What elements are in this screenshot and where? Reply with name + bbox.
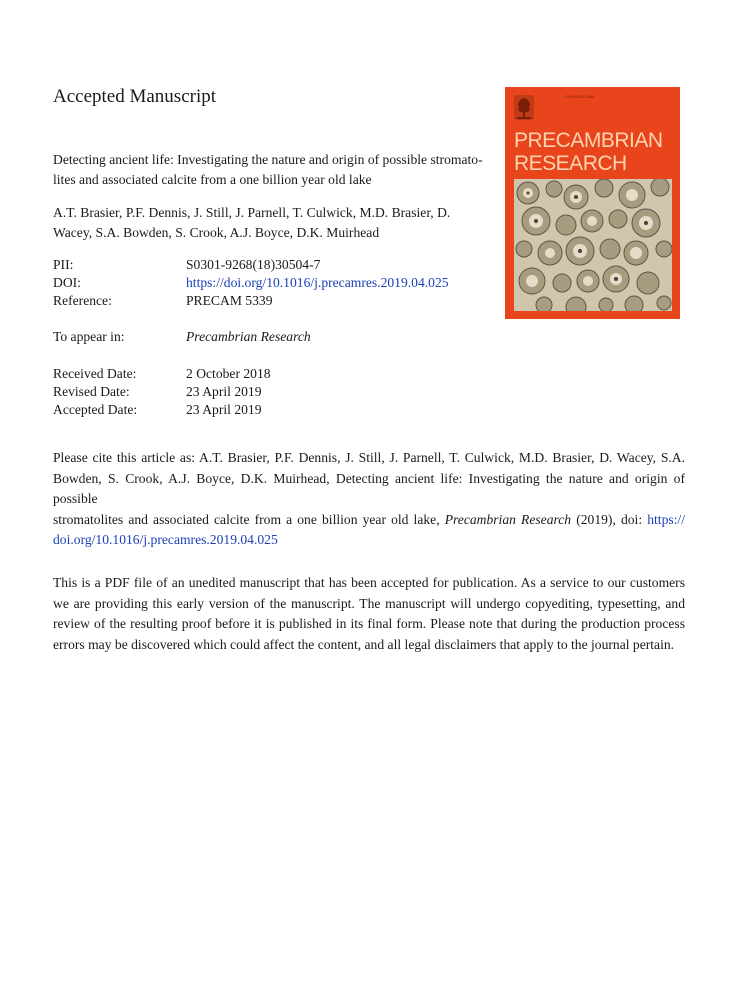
reference-label: Reference: <box>53 293 112 308</box>
cover-title-line: RESEARCH <box>514 152 627 175</box>
citation-line: Bowden, S. Crook, A.J. Boyce, D.K. Muirhead, Detecting ancient life: Investigating the nature and origin of possible <box>53 470 685 506</box>
title-line: lites and associated calcite from a one billion year old lake <box>53 172 372 187</box>
revised-date: 23 April 2019 <box>186 384 262 399</box>
elsevier-tree-icon <box>514 95 534 120</box>
citation-line: Please cite this article as: A.T. Brasier, P.F. Dennis, J. Still, J. Parnell, T. Culwick, M.D. Brasier, D. Wacey, S.A. <box>53 450 685 465</box>
author-line: Wacey, S.A. Bowden, S. Crook, A.J. Boyce, D.K. Muirhead <box>53 225 380 240</box>
article-title <box>53 150 493 190</box>
citation-text: stromatolites and associated calcite from a one billion year old lake, <box>53 511 445 527</box>
journal-cover <box>505 87 680 319</box>
citation-doi-link[interactable]: https:// <box>647 511 685 527</box>
disclaimer-paragraph: This is a PDF file of an unedited manuscript that has been accepted for publication. As a service to our customers we are providing this early version of the manuscript. The manuscript will undergo copyediting, typesetting, and review of the resulting proof before it is published in its final form. Please note that during the production process errors may be discovered which could affect the content, and all legal disclaimers that apply to the journal pertain. <box>53 575 685 652</box>
page-heading: Accepted Manuscript <box>53 86 217 107</box>
cover-title-line: PRECAMBRIAN <box>514 129 663 152</box>
citation-line <box>53 530 685 551</box>
reference-value: PRECAM 5339 <box>186 293 273 308</box>
accepted-date: 23 April 2019 <box>186 402 262 417</box>
accepted-label: Accepted Date: <box>53 402 138 417</box>
pii-value: S0301-9268(18)30504-7 <box>186 257 321 272</box>
cover-issn: ISSN 0301-9268 <box>565 94 595 99</box>
pii-label: PII: <box>53 257 74 272</box>
doi-label: DOI: <box>53 275 81 290</box>
appear-label: To appear in: <box>53 329 125 344</box>
cover-title <box>514 129 679 175</box>
citation-text: (2019), doi: <box>571 511 648 527</box>
author-line: A.T. Brasier, P.F. Dennis, J. Still, J. Parnell, T. Culwick, M.D. Brasier, D. <box>53 205 451 220</box>
title-line: Detecting ancient life: Investigating the nature and origin of possible stromato- <box>53 152 483 167</box>
revised-label: Revised Date: <box>53 384 130 399</box>
citation-paragraph <box>53 448 685 551</box>
journal-name: Precambrian Research <box>186 329 311 344</box>
doi-link[interactable]: https://doi.org/10.1016/j.precamres.2019.04.025 <box>186 275 449 290</box>
citation-journal: Precambrian Research <box>444 511 572 527</box>
received-label: Received Date: <box>53 366 137 381</box>
citation-line <box>53 510 685 531</box>
cover-micrograph <box>514 179 672 311</box>
author-list <box>53 203 473 243</box>
micrograph-image <box>514 179 672 311</box>
citation-doi-link[interactable]: doi.org/10.1016/j.precamres.2019.04.025 <box>53 532 278 547</box>
received-date: 2 October 2018 <box>186 366 271 381</box>
